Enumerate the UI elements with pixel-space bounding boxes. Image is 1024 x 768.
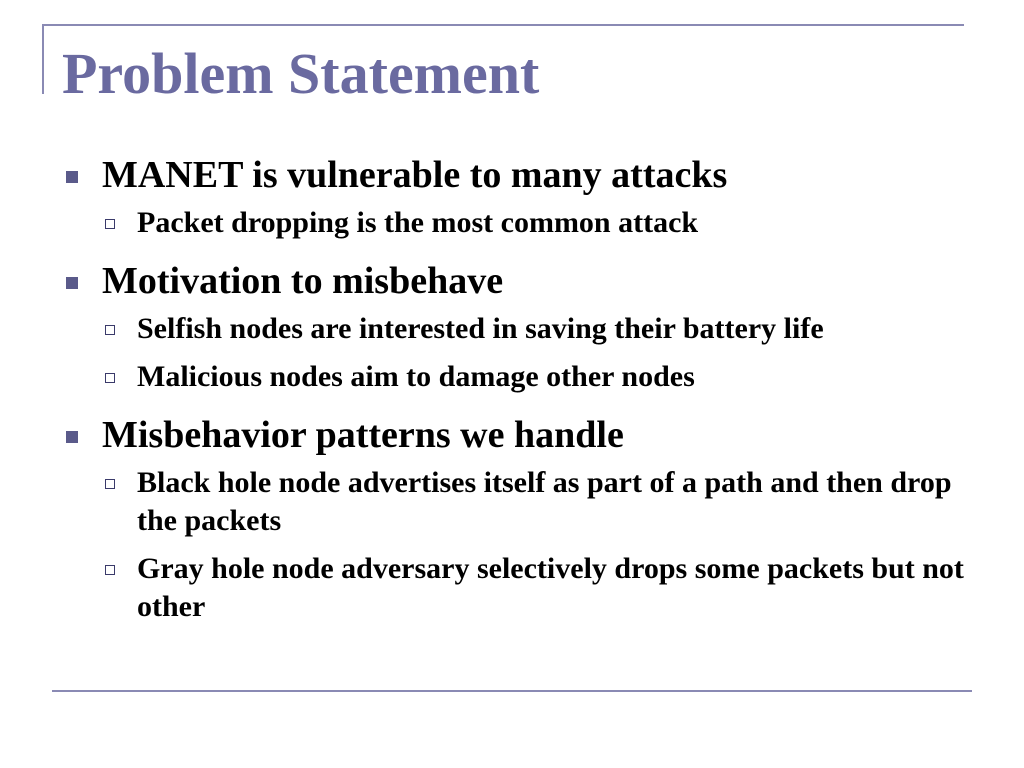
filled-square-bullet-icon	[66, 171, 78, 183]
bullet-text: Gray hole node adversary selectively drops some packets but not other	[137, 552, 964, 623]
sub-bullet-list	[62, 464, 992, 626]
bottom-rule	[52, 690, 972, 692]
hollow-square-bullet-icon	[105, 219, 115, 229]
hollow-square-bullet-icon	[105, 565, 115, 575]
filled-square-bullet-icon	[66, 277, 78, 289]
bullet-text: Selfish nodes are interested in saving their battery life	[137, 312, 824, 345]
bullet-text: is vulnerable to many attacks	[242, 154, 728, 196]
bullet-text: Packet dropping is the most common attack	[137, 206, 699, 239]
bullet-text: Misbehavior patterns we handle	[102, 414, 624, 456]
bullet-text: Black hole node advertises itself as part of a path and then drop the packets	[137, 466, 952, 537]
bullet-level1	[62, 256, 992, 306]
bullet-level2	[62, 310, 992, 348]
hollow-square-bullet-icon	[105, 325, 115, 335]
bullet-level2	[62, 204, 992, 242]
slide-title: Problem Statement	[62, 41, 540, 106]
bullet-bold-prefix: MANET	[102, 154, 243, 196]
left-rule	[42, 24, 44, 94]
filled-square-bullet-icon	[66, 431, 78, 443]
section-misbehavior	[62, 410, 992, 626]
top-rule	[42, 24, 964, 26]
sub-bullet-list	[62, 204, 992, 242]
section-motivation	[62, 256, 992, 396]
section-manet	[62, 150, 992, 242]
hollow-square-bullet-icon	[105, 373, 115, 383]
bullet-text: Malicious nodes aim to damage other nodes	[137, 360, 695, 393]
bullet-level1	[62, 150, 992, 200]
bullet-level2	[62, 464, 992, 540]
bullet-level2	[62, 550, 992, 626]
hollow-square-bullet-icon	[105, 479, 115, 489]
sub-bullet-list	[62, 310, 992, 396]
bullet-level1	[62, 410, 992, 460]
bullet-level2	[62, 358, 992, 396]
slide-body	[62, 150, 992, 640]
bullet-text: Motivation to misbehave	[102, 260, 504, 302]
